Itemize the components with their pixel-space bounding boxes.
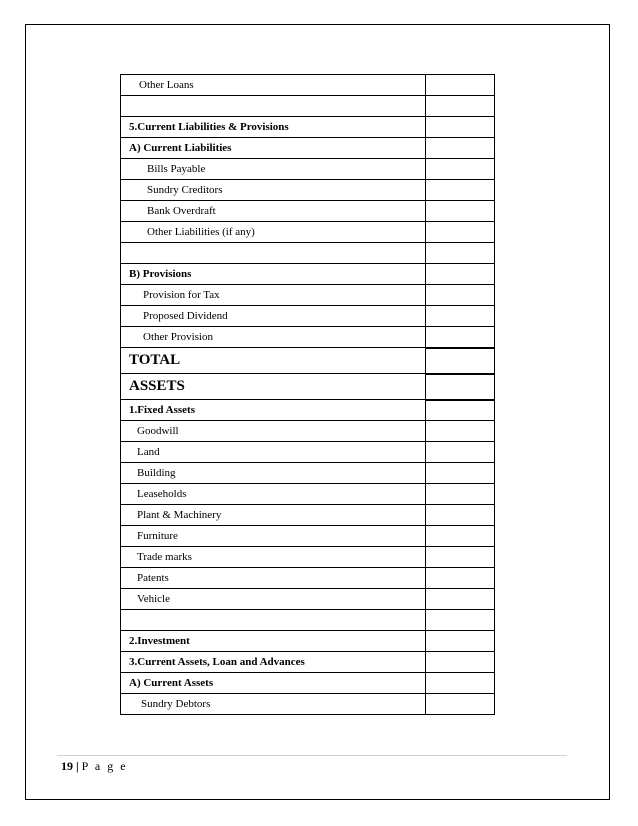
row-label [121, 96, 426, 117]
table-row [121, 547, 495, 568]
amount-cell [426, 400, 495, 421]
amount-cell [426, 568, 495, 589]
row-label: Provision for Tax [121, 285, 426, 306]
row-label: Goodwill [121, 421, 426, 442]
row-label: Plant & Machinery [121, 505, 426, 526]
row-label: Vehicle [121, 589, 426, 610]
table-row [121, 610, 495, 631]
amount-cell [426, 652, 495, 673]
row-label: Other Liabilities (if any) [121, 222, 426, 243]
row-label: 3.Current Assets, Loan and Advances [121, 652, 426, 673]
amount-cell [426, 327, 495, 348]
table-row [121, 201, 495, 222]
amount-cell [426, 243, 495, 264]
row-label: 2.Investment [121, 631, 426, 652]
row-label: Leaseholds [121, 484, 426, 505]
table-row [121, 652, 495, 673]
row-label: Sundry Creditors [121, 180, 426, 201]
table-row [121, 400, 495, 421]
table-row [121, 264, 495, 285]
table-row [121, 505, 495, 526]
row-label: Sundry Debtors [121, 694, 426, 715]
row-label: Patents [121, 568, 426, 589]
amount-cell [426, 201, 495, 222]
row-label: Proposed Dividend [121, 306, 426, 327]
table-row [121, 526, 495, 547]
page-footer [61, 759, 128, 774]
table-row [121, 306, 495, 327]
amount-cell [426, 421, 495, 442]
table-row [121, 421, 495, 442]
row-label: 1.Fixed Assets [121, 400, 426, 421]
amount-cell [426, 505, 495, 526]
page-number: 19 [61, 759, 73, 773]
amount-cell [426, 138, 495, 159]
table-row [121, 327, 495, 348]
table-row [121, 96, 495, 117]
amount-cell [426, 348, 495, 374]
row-label [121, 610, 426, 631]
row-label [121, 243, 426, 264]
amount-cell [426, 180, 495, 201]
table-row [121, 673, 495, 694]
table-row [121, 243, 495, 264]
amount-cell [426, 75, 495, 96]
table-row [121, 484, 495, 505]
row-label: Other Loans [121, 75, 426, 96]
amount-cell [426, 374, 495, 400]
amount-cell [426, 222, 495, 243]
row-label: A) Current Liabilities [121, 138, 426, 159]
table-row [121, 374, 495, 400]
table-row [121, 222, 495, 243]
amount-cell [426, 610, 495, 631]
page-label: P a g e [81, 759, 128, 773]
row-label: 5.Current Liabilities & Provisions [121, 117, 426, 138]
amount-cell [426, 463, 495, 484]
amount-cell [426, 96, 495, 117]
footer-separator: | [76, 759, 79, 773]
amount-cell [426, 673, 495, 694]
row-label: B) Provisions [121, 264, 426, 285]
amount-cell [426, 694, 495, 715]
amount-cell [426, 442, 495, 463]
row-label: A) Current Assets [121, 673, 426, 694]
table-row [121, 285, 495, 306]
row-label: ASSETS [121, 374, 426, 400]
table-row [121, 442, 495, 463]
table-row [121, 117, 495, 138]
amount-cell [426, 484, 495, 505]
table-row [121, 348, 495, 374]
table-row [121, 589, 495, 610]
footer-rule [57, 755, 567, 756]
table-row [121, 694, 495, 715]
amount-cell [426, 159, 495, 180]
table-row [121, 159, 495, 180]
table-row [121, 75, 495, 96]
amount-cell [426, 547, 495, 568]
amount-cell [426, 526, 495, 547]
table-row [121, 180, 495, 201]
amount-cell [426, 589, 495, 610]
amount-cell [426, 264, 495, 285]
balance-sheet-table [120, 74, 495, 715]
row-label: Furniture [121, 526, 426, 547]
amount-cell [426, 285, 495, 306]
row-label: Bank Overdraft [121, 201, 426, 222]
table-row [121, 568, 495, 589]
amount-cell [426, 117, 495, 138]
table-row [121, 463, 495, 484]
row-label: Trade marks [121, 547, 426, 568]
row-label: TOTAL [121, 348, 426, 374]
row-label: Other Provision [121, 327, 426, 348]
amount-cell [426, 306, 495, 327]
amount-cell [426, 631, 495, 652]
table-row [121, 631, 495, 652]
row-label: Land [121, 442, 426, 463]
row-label: Building [121, 463, 426, 484]
row-label: Bills Payable [121, 159, 426, 180]
table-row [121, 138, 495, 159]
